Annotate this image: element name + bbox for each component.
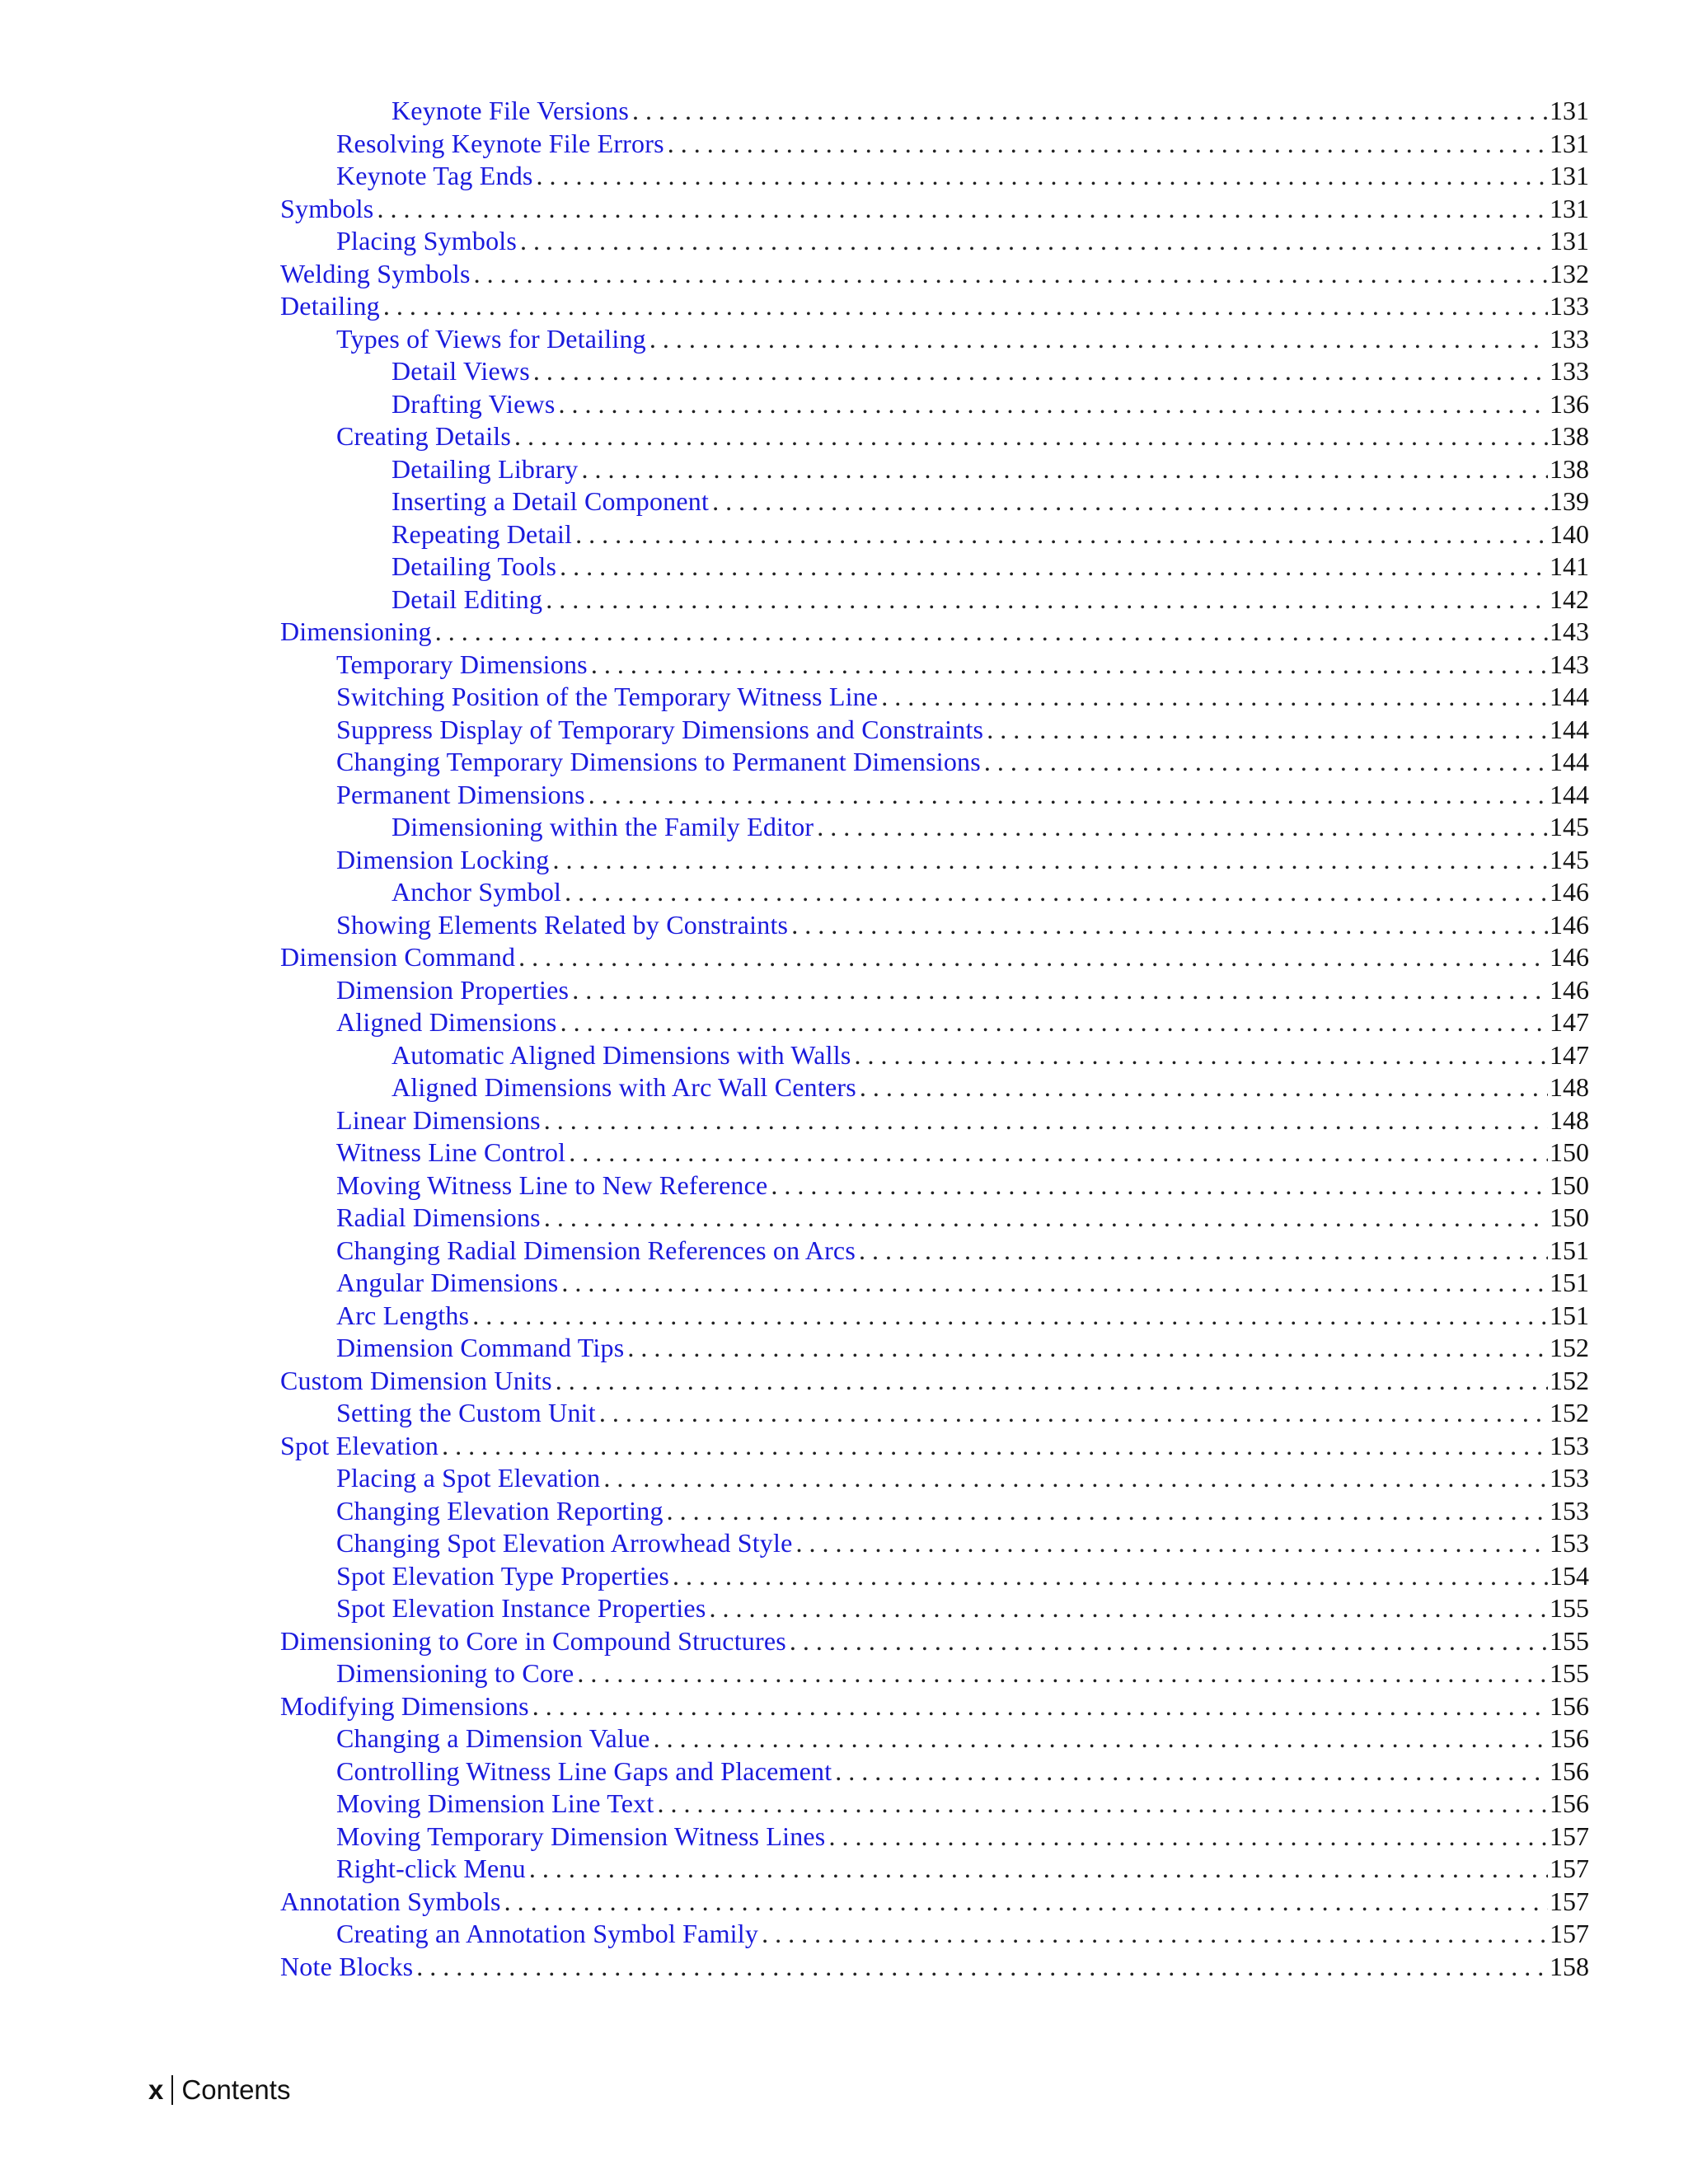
toc-entry-page-number: 153 [1550, 1430, 1589, 1460]
dot-leader [577, 1657, 1548, 1690]
toc-entry[interactable] [280, 1332, 1589, 1365]
toc-entry-title-link[interactable]: Symbols [280, 193, 374, 223]
toc-entry[interactable] [280, 1886, 1589, 1919]
toc-entry-title-link[interactable]: Moving Witness Line to New Reference [336, 1169, 768, 1200]
toc-entry[interactable] [280, 290, 1589, 323]
toc-entry-page-number: 150 [1550, 1169, 1589, 1200]
dot-leader [709, 1592, 1548, 1625]
dot-leader [520, 225, 1548, 258]
dot-leader [627, 1332, 1548, 1365]
toc-entry-title-link[interactable]: Changing Radial Dimension References on Arcs [336, 1235, 856, 1265]
dot-leader [835, 1755, 1548, 1788]
toc-entry-page-number: 151 [1550, 1235, 1589, 1265]
toc-entry-page-number: 150 [1550, 1202, 1589, 1232]
dot-leader [575, 518, 1548, 551]
toc-entry-page-number: 144 [1550, 779, 1589, 809]
toc-entry-page-number: 157 [1550, 1854, 1589, 1883]
toc-entry-page-number: 142 [1550, 583, 1589, 614]
toc-entry[interactable] [280, 160, 1589, 193]
toc-entry-title-link[interactable]: Spot Elevation Instance Properties [336, 1593, 706, 1623]
toc-entry-page-number: 144 [1550, 682, 1589, 711]
toc-entry[interactable] [280, 1462, 1589, 1495]
toc-entry-title-link[interactable]: Modifying Dimensions [280, 1690, 529, 1721]
toc-entry[interactable] [280, 1104, 1589, 1137]
toc-entry-title-link[interactable]: Resolving Keynote File Errors [336, 128, 664, 158]
dot-leader [537, 160, 1548, 193]
toc-entry[interactable] [280, 1951, 1589, 1984]
page-footer [148, 2074, 290, 2106]
dot-leader [712, 485, 1548, 518]
dot-leader [987, 714, 1548, 747]
dot-leader [591, 649, 1548, 682]
toc-entry-page-number: 152 [1550, 1365, 1589, 1395]
toc-entry-page-number: 141 [1550, 551, 1589, 581]
toc-entry[interactable] [280, 95, 1589, 128]
toc-entry-page-number: 138 [1550, 453, 1589, 484]
toc-entry-page-number: 131 [1550, 193, 1589, 223]
dot-leader [855, 1039, 1549, 1072]
dot-leader [791, 909, 1548, 942]
toc-entry[interactable] [280, 1755, 1589, 1788]
dot-leader [673, 1560, 1548, 1593]
toc-entry[interactable] [280, 941, 1589, 974]
toc-entry-title-link[interactable]: Changing Spot Elevation Arrowhead Style [336, 1528, 793, 1558]
footer-separator [171, 2075, 173, 2105]
toc-entry[interactable] [280, 1495, 1589, 1528]
footer-section-title: Contents [181, 2074, 291, 2105]
toc-entry[interactable] [280, 876, 1589, 909]
toc-entry-page-number: 131 [1550, 226, 1589, 255]
toc-entry-page-number: 157 [1550, 1886, 1589, 1916]
toc-entry-title-link[interactable]: Dimensioning to Core in Compound Structures [280, 1625, 786, 1656]
toc-entry-page-number: 144 [1550, 747, 1589, 776]
toc-entry[interactable] [280, 128, 1589, 161]
toc-entry-title-link[interactable]: Setting the Custom Unit [336, 1398, 596, 1427]
dot-leader [603, 1462, 1548, 1495]
toc-entry-page-number: 132 [1550, 258, 1589, 288]
toc-entry[interactable] [280, 485, 1589, 518]
dot-leader [828, 1821, 1548, 1854]
toc-entry[interactable] [280, 1300, 1589, 1333]
dot-leader [416, 1951, 1548, 1984]
dot-leader [599, 1397, 1548, 1430]
toc-entry-title-link[interactable]: Detailing Tools [392, 551, 557, 581]
toc-entry[interactable] [280, 193, 1589, 226]
toc-entry-title-link[interactable]: Moving Dimension Line Text [336, 1788, 654, 1818]
dot-leader [654, 1722, 1548, 1755]
toc-entry-page-number: 144 [1550, 714, 1589, 744]
toc-entry-page-number: 152 [1550, 1398, 1589, 1427]
toc-entry-page-number: 136 [1550, 388, 1589, 419]
toc-entry[interactable] [280, 258, 1589, 291]
toc-entry[interactable] [280, 1137, 1589, 1169]
toc-entry-title-link[interactable]: Inserting a Detail Component [392, 486, 710, 516]
toc-entry[interactable] [280, 1918, 1589, 1951]
toc-entry-page-number: 154 [1550, 1560, 1589, 1591]
toc-entry[interactable] [280, 1527, 1589, 1560]
toc-entry-page-number: 145 [1550, 844, 1589, 874]
toc-entry-page-number: 151 [1550, 1268, 1589, 1297]
dot-leader [762, 1918, 1548, 1951]
dot-leader [532, 1690, 1548, 1723]
dot-leader [552, 844, 1548, 877]
toc-entry-title-link[interactable]: Arc Lengths [336, 1300, 470, 1330]
toc-entry-title-link[interactable]: Anchor Symbol [392, 877, 562, 907]
toc-entry[interactable] [280, 1853, 1589, 1886]
dot-leader [561, 1267, 1548, 1300]
dot-leader [657, 1788, 1548, 1821]
toc-entry-page-number: 156 [1550, 1690, 1589, 1721]
toc-entry-page-number: 143 [1550, 616, 1589, 646]
dot-leader [569, 1137, 1548, 1169]
toc-entry-page-number: 155 [1550, 1593, 1589, 1623]
toc-entry-page-number: 148 [1550, 1072, 1589, 1102]
toc-entry-page-number: 145 [1550, 812, 1589, 841]
toc-entry-page-number: 139 [1550, 486, 1589, 516]
toc-entry-title-link[interactable]: Note Blocks [280, 1951, 414, 1981]
toc-entry[interactable] [280, 388, 1589, 421]
toc-entry-page-number: 151 [1550, 1300, 1589, 1330]
toc-entry-title-link[interactable]: Detail Views [392, 356, 530, 386]
toc-entry[interactable] [280, 1592, 1589, 1625]
dot-leader [881, 681, 1548, 714]
toc-entry[interactable] [280, 551, 1589, 583]
toc-entry-page-number: 157 [1550, 1821, 1589, 1851]
toc-entry-title-link[interactable]: Changing a Dimension Value [336, 1723, 650, 1753]
toc-entry[interactable] [280, 1690, 1589, 1723]
dot-leader [474, 258, 1548, 291]
toc-entry-title-link[interactable]: Changing Temporary Dimensions to Permanent Dimensions [336, 747, 981, 776]
toc-entry[interactable] [280, 1625, 1589, 1658]
toc-entry-page-number: 131 [1550, 161, 1589, 190]
toc-entry[interactable] [280, 1821, 1589, 1854]
toc-entry[interactable] [280, 811, 1589, 844]
toc-entry[interactable] [280, 1202, 1589, 1235]
toc-entry-page-number: 156 [1550, 1788, 1589, 1818]
dot-leader [533, 355, 1548, 388]
toc-entry-title-link[interactable]: Changing Elevation Reporting [336, 1495, 663, 1526]
toc-entry[interactable] [280, 1006, 1589, 1039]
toc-entry-title-link[interactable]: Detailing Library [392, 453, 579, 484]
dot-leader [796, 1527, 1548, 1560]
dot-leader [560, 1006, 1548, 1039]
toc-entry-page-number: 146 [1550, 942, 1589, 972]
dot-leader [668, 128, 1548, 161]
dot-leader [860, 1071, 1548, 1104]
dot-leader [565, 876, 1548, 909]
toc-entry-page-number: 152 [1550, 1333, 1589, 1362]
toc-entry-title-link[interactable]: Types of Views for Detailing [336, 323, 646, 354]
toc-entry-title-link[interactable]: Radial Dimensions [336, 1202, 541, 1232]
toc-entry[interactable] [280, 714, 1589, 747]
toc-entry-title-link[interactable]: Moving Temporary Dimension Witness Lines [336, 1821, 826, 1851]
toc-entry[interactable] [280, 779, 1589, 812]
toc-entry-title-link[interactable]: Custom Dimension Units [280, 1365, 552, 1395]
toc-entry[interactable] [280, 909, 1589, 942]
toc-entry[interactable] [280, 323, 1589, 356]
toc-entry[interactable] [280, 453, 1589, 486]
toc-entry-title-link[interactable]: Linear Dimensions [336, 1104, 541, 1135]
table-of-contents [280, 95, 1589, 1983]
toc-entry[interactable] [280, 1430, 1589, 1463]
toc-entry[interactable] [280, 746, 1589, 779]
toc-entry-title-link[interactable]: Dimension Locking [336, 844, 550, 874]
dot-leader [546, 583, 1548, 616]
toc-entry[interactable] [280, 1071, 1589, 1104]
toc-entry-page-number: 157 [1550, 1919, 1589, 1948]
toc-entry-title-link[interactable]: Dimension Properties [336, 974, 570, 1005]
dot-leader [504, 1886, 1548, 1919]
toc-entry-title-link[interactable]: Right-click Menu [336, 1854, 526, 1883]
toc-entry-title-link[interactable]: Detailing [280, 291, 380, 321]
dot-leader [558, 388, 1548, 421]
toc-entry-title-link[interactable]: Drafting Views [392, 388, 556, 419]
toc-entry[interactable] [280, 1657, 1589, 1690]
toc-entry-page-number: 146 [1550, 974, 1589, 1005]
toc-entry-page-number: 147 [1550, 1007, 1589, 1037]
toc-entry-page-number: 153 [1550, 1528, 1589, 1558]
toc-entry-page-number: 150 [1550, 1137, 1589, 1167]
dot-leader [859, 1235, 1548, 1268]
toc-entry-title-link[interactable]: Detail Editing [392, 583, 543, 614]
toc-entry[interactable] [280, 355, 1589, 388]
dot-leader [383, 290, 1548, 323]
toc-entry-title-link[interactable]: Spot Elevation Type Properties [336, 1560, 669, 1591]
toc-entry-page-number: 143 [1550, 649, 1589, 679]
toc-entry-title-link[interactable]: Creating Details [336, 421, 512, 451]
toc-entry-title-link[interactable]: Placing a Spot Elevation [336, 1463, 601, 1493]
toc-entry[interactable] [280, 1039, 1589, 1072]
toc-entry[interactable] [280, 1560, 1589, 1593]
toc-entry-page-number: 158 [1550, 1951, 1589, 1981]
dot-leader [560, 551, 1548, 583]
toc-entry-title-link[interactable]: Keynote Tag Ends [336, 161, 533, 190]
dot-leader [984, 746, 1548, 779]
toc-entry-page-number: 133 [1550, 291, 1589, 321]
toc-entry-title-link[interactable]: Automatic Aligned Dimensions with Walls [392, 1039, 851, 1070]
dot-leader [649, 323, 1548, 356]
toc-entry[interactable] [280, 518, 1589, 551]
dot-leader [817, 811, 1548, 844]
toc-entry-title-link[interactable]: Controlling Witness Line Gaps and Placement [336, 1755, 832, 1786]
dot-leader [588, 779, 1548, 812]
toc-entry[interactable] [280, 1397, 1589, 1430]
dot-leader [472, 1300, 1548, 1333]
toc-entry[interactable] [280, 1722, 1589, 1755]
toc-entry-title-link[interactable]: Spot Elevation [280, 1430, 439, 1460]
dot-leader [435, 616, 1548, 649]
toc-entry-title-link[interactable]: Permanent Dimensions [336, 779, 585, 809]
toc-entry-title-link[interactable]: Dimensioning [280, 616, 432, 646]
toc-entry-page-number: 146 [1550, 909, 1589, 940]
toc-entry-title-link[interactable]: Dimensioning within the Family Editor [392, 812, 814, 841]
dot-leader [790, 1625, 1548, 1658]
toc-entry-title-link[interactable]: Keynote File Versions [392, 96, 630, 125]
toc-entry-title-link[interactable]: Showing Elements Related by Constraints [336, 909, 789, 940]
toc-entry-page-number: 153 [1550, 1495, 1589, 1526]
toc-entry-page-number: 140 [1550, 518, 1589, 549]
toc-entry[interactable] [280, 1267, 1589, 1300]
dot-leader [544, 1202, 1548, 1235]
toc-entry-title-link[interactable]: Aligned Dimensions [336, 1007, 557, 1037]
dot-leader [632, 95, 1548, 128]
toc-entry-title-link[interactable]: Dimension Command Tips [336, 1333, 625, 1362]
dot-leader [544, 1104, 1548, 1137]
toc-entry[interactable] [280, 225, 1589, 258]
toc-entry-title-link[interactable]: Dimensioning to Core [336, 1658, 574, 1688]
toc-entry-page-number: 133 [1550, 323, 1589, 354]
toc-entry[interactable] [280, 1365, 1589, 1398]
toc-entry-page-number: 148 [1550, 1104, 1589, 1135]
toc-entry[interactable] [280, 844, 1589, 877]
toc-entry-page-number: 133 [1550, 356, 1589, 386]
toc-entry-page-number: 156 [1550, 1723, 1589, 1753]
toc-entry-title-link[interactable]: Repeating Detail [392, 518, 573, 549]
dot-leader [529, 1853, 1548, 1886]
toc-entry[interactable] [280, 1169, 1589, 1202]
toc-entry-page-number: 147 [1550, 1039, 1589, 1070]
toc-entry-title-link[interactable]: Annotation Symbols [280, 1886, 501, 1916]
toc-entry[interactable] [280, 681, 1589, 714]
dot-leader [556, 1365, 1548, 1398]
toc-entry[interactable] [280, 1235, 1589, 1268]
dot-leader [518, 941, 1548, 974]
toc-entry-title-link[interactable]: Witness Line Control [336, 1137, 566, 1167]
toc-entry-title-link[interactable]: Suppress Display of Temporary Dimensions and Constraints [336, 714, 984, 744]
toc-entry[interactable] [280, 583, 1589, 616]
toc-entry-page-number: 153 [1550, 1463, 1589, 1493]
page-folio: x [148, 2074, 164, 2105]
toc-entry-title-link[interactable]: Welding Symbols [280, 258, 471, 288]
toc-entry-title-link[interactable]: Aligned Dimensions with Arc Wall Centers [392, 1072, 856, 1102]
toc-entry-page-number: 131 [1550, 128, 1589, 158]
dot-leader [572, 974, 1548, 1007]
toc-entry-page-number: 156 [1550, 1755, 1589, 1786]
dot-leader [377, 193, 1548, 226]
toc-entry[interactable] [280, 420, 1589, 453]
toc-entry-page-number: 131 [1550, 96, 1589, 125]
toc-entry-page-number: 138 [1550, 421, 1589, 451]
toc-entry-title-link[interactable]: Placing Symbols [336, 226, 518, 255]
toc-entry-page-number: 155 [1550, 1658, 1589, 1688]
toc-entry-title-link[interactable]: Dimension Command [280, 942, 516, 972]
toc-entry-title-link[interactable]: Temporary Dimensions [336, 649, 588, 679]
toc-entry-title-link[interactable]: Angular Dimensions [336, 1268, 559, 1297]
dot-leader [442, 1430, 1548, 1463]
toc-entry[interactable] [280, 974, 1589, 1007]
toc-entry[interactable] [280, 649, 1589, 682]
toc-entry-page-number: 155 [1550, 1625, 1589, 1656]
dot-leader [581, 453, 1548, 486]
toc-entry[interactable] [280, 616, 1589, 649]
dot-leader [771, 1169, 1548, 1202]
dot-leader [514, 420, 1548, 453]
toc-entry-title-link[interactable]: Switching Position of the Temporary Witness Line [336, 682, 879, 711]
toc-entry[interactable] [280, 1788, 1589, 1821]
toc-entry-title-link[interactable]: Creating an Annotation Symbol Family [336, 1919, 759, 1948]
toc-entry-page-number: 146 [1550, 877, 1589, 907]
dot-leader [667, 1495, 1548, 1528]
